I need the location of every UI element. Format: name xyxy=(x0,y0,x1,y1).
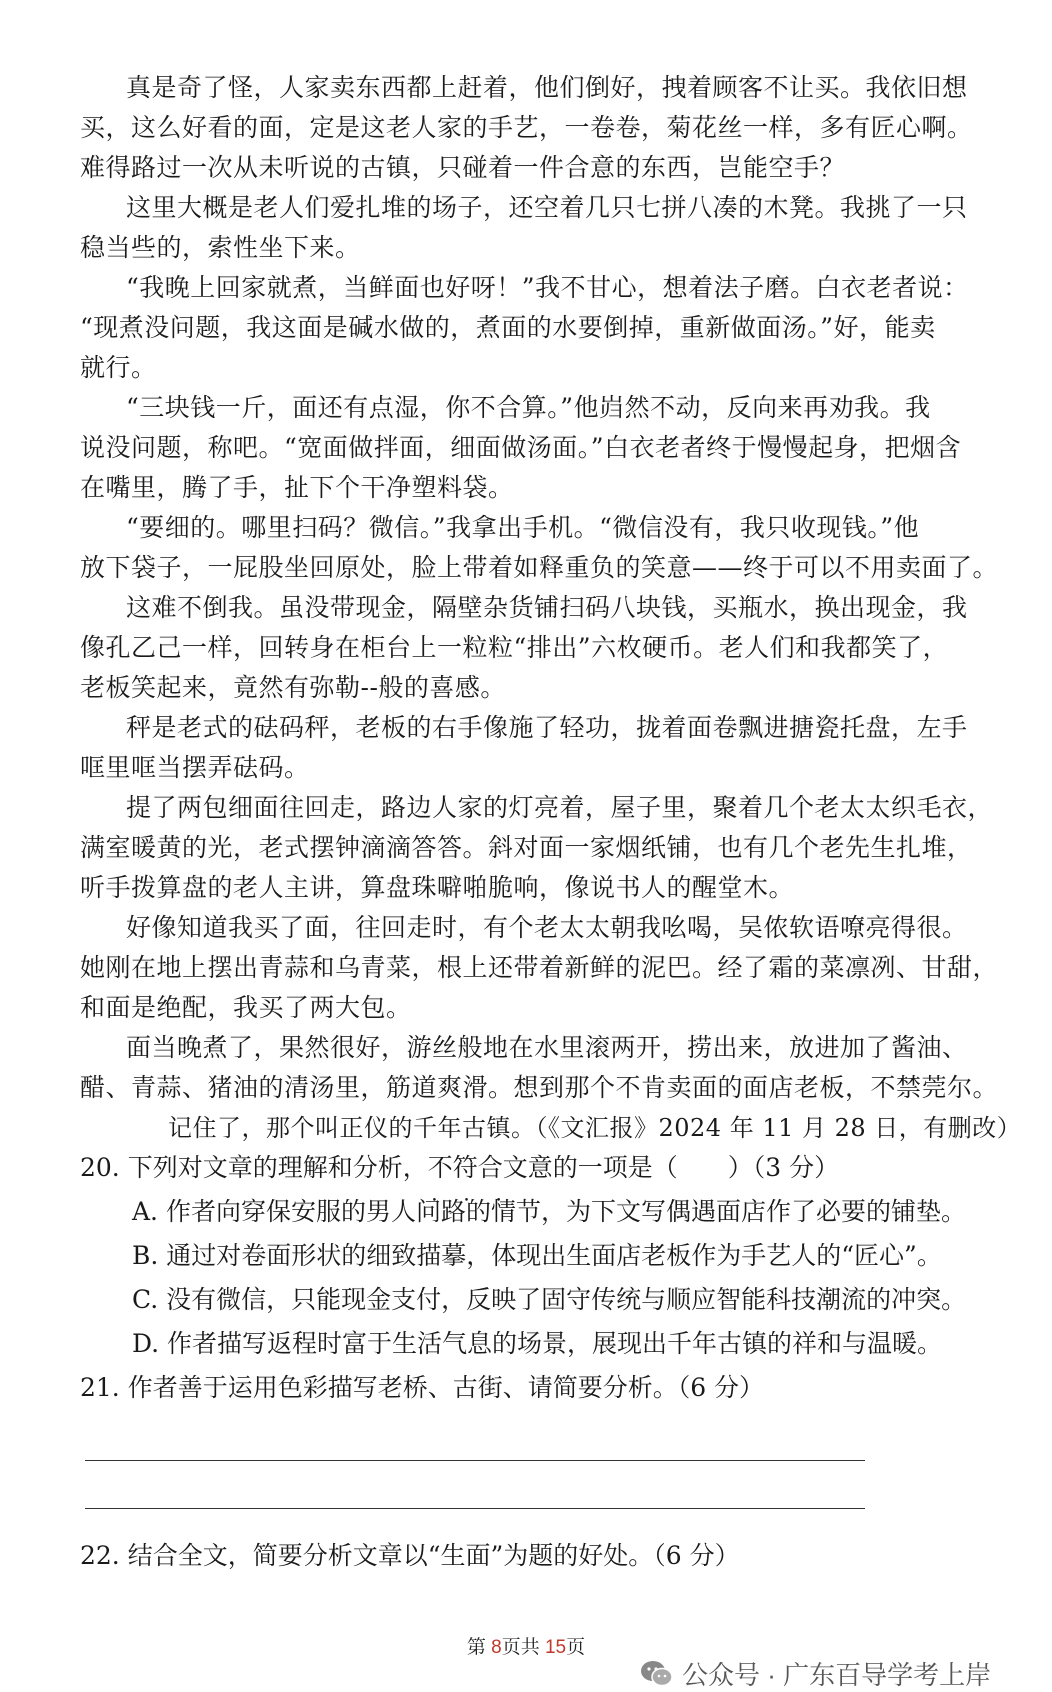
text-line: 老板笑起来，竟然有弥勒--般的喜感。 xyxy=(80,673,506,702)
text-line: 秤是老式的砝码秤，老板的右手像施了轻功，拢着面卷飘进搪瓷托盘，左手 xyxy=(126,713,968,742)
question-text: 文意的一项是（ ）（3 分） xyxy=(502,1153,840,1182)
text-line: 好像知道我买了面，往回走时，有个老太太朝我吆喝，吴侬软语嘹亮得很。 xyxy=(126,913,968,942)
text-line: 听手拨算盘的老人主讲，算盘珠噼啪脆响，像说书人的醒堂木。 xyxy=(80,873,795,902)
wechat-icon xyxy=(640,1660,674,1688)
text-line: 买，这么好看的面，定是这老人家的手艺，一卷卷，菊花丝一样，多有匠心啊。 xyxy=(80,113,973,142)
option-a: A. 作者向穿保安服的男人问路的情节，为下文写偶遇面店作了必要的铺垫。 xyxy=(132,1197,966,1226)
text-line: 稳当些的，索性坐下来。 xyxy=(80,233,361,262)
text-line: “我晚上回家就煮，当鲜面也好呀！”我不甘心，想着法子磨。白衣老者说： xyxy=(126,273,969,302)
question-21: 21. 作者善于运用色彩描写老桥、古街、请简要分析。（6 分） xyxy=(80,1373,765,1402)
option-d: D. 作者描写返程时富于生活气息的场景，展现出千年古镇的祥和与温暖。 xyxy=(132,1329,943,1358)
text-line: 哐里哐当摆弄砝码。 xyxy=(80,753,310,782)
text-line: 面当晚煮了，果然很好，游丝般地在水里滚两开，捞出来，放进加了酱油、 xyxy=(126,1033,968,1062)
text-line: 这里大概是老人们爱扎堆的场子，还空着几只七拼八凑的木凳。我挑了一只 xyxy=(126,193,968,222)
option-b: B. 通过对卷面形状的细致描摹，体现出生面店老板作为手艺人的“匠心”。 xyxy=(132,1241,942,1270)
total-pages: 15 xyxy=(544,1637,567,1658)
option-c: C. 没有微信，只能现金支付，反映了固守传统与顺应智能科技潮流的冲突。 xyxy=(132,1285,967,1314)
question-22: 22. 结合全文，简要分析文章以“生面”为题的好处。（6 分） xyxy=(80,1541,740,1570)
text-line: 说没问题，称吧。“宽面做拌面，细面做汤面。”白衣老者终于慢慢起身，把烟含 xyxy=(80,433,962,462)
text-line: 醋、青蒜、猪油的清汤里，筋道爽滑。想到那个不肯卖面的面店老板，不禁莞尔。 xyxy=(80,1073,999,1102)
text-line: 这难不倒我。虽没带现金，隔壁杂货铺扫码八块钱，买瓶水，换出现金，我 xyxy=(126,593,968,622)
text-line: 提了两包细面往回走，路边人家的灯亮着，屋子里，聚着几个老太太织毛衣， xyxy=(126,793,994,822)
answer-line xyxy=(85,1460,865,1461)
text-line: 她刚在地上摆出青蒜和乌青菜，根上还带着新鲜的泥巴。经了霜的菜凛冽、甘甜， xyxy=(80,953,999,982)
footer-text: 页共 xyxy=(501,1637,545,1658)
text-line: 满室暖黄的光，老式摆钟滴滴答答。斜对面一家烟纸铺，也有几个老先生扎堆， xyxy=(80,833,973,862)
text-line: 就行。 xyxy=(80,353,157,382)
footer-text: 第 xyxy=(466,1637,492,1658)
footer-text: 页 xyxy=(566,1637,586,1658)
watermark xyxy=(640,1655,991,1692)
text-line: 真是奇了怪，人家卖东西都上赶着，他们倒好，拽着顾客不让买。我依旧想 xyxy=(126,73,968,102)
question-text: 20. 下列对文章的理解和分析， xyxy=(80,1153,428,1182)
text-line: 在嘴里，腾了手，扯下个干净塑料袋。 xyxy=(80,473,514,502)
text-line: “要细的。哪里扫码？微信。”我拿出手机。“微信没有，我只收现钱。”他 xyxy=(126,513,920,542)
answer-line xyxy=(85,1508,865,1509)
watermark-text: 公众号 · 广东百导学考上岸 xyxy=(682,1660,992,1690)
text-line: 像孔乙己一样，回转身在柜台上一粒粒“排出”六枚硬币。老人们和我都笑了， xyxy=(80,633,949,662)
text-line: “现煮没问题，我这面是碱水做的，煮面的水要倒掉，重新做面汤。”好，能卖 xyxy=(80,313,936,342)
text-line: 难得路过一次从未听说的古镇，只碰着一件合意的东西，岂能空手？ xyxy=(80,153,846,182)
text-line: 和面是绝配，我买了两大包。 xyxy=(80,993,412,1022)
text-line: “三块钱一斤，面还有点湿，你不合算。”他岿然不动，反向来再劝我。我 xyxy=(126,393,931,422)
text-line: 放下袋子，一屁股坐回原处，脸上带着如释重负的笑意——终于可以不用卖面了。 xyxy=(80,553,999,582)
question-20 xyxy=(80,1148,839,1188)
page-number: 8 xyxy=(491,1637,502,1658)
text-line: 记住了，那个叫正仪的千年古镇。（《文汇报》2024 年 11 月 28 日，有删改） xyxy=(168,1114,1022,1142)
emphasis-text: 不符合 • • • xyxy=(428,1153,503,1182)
